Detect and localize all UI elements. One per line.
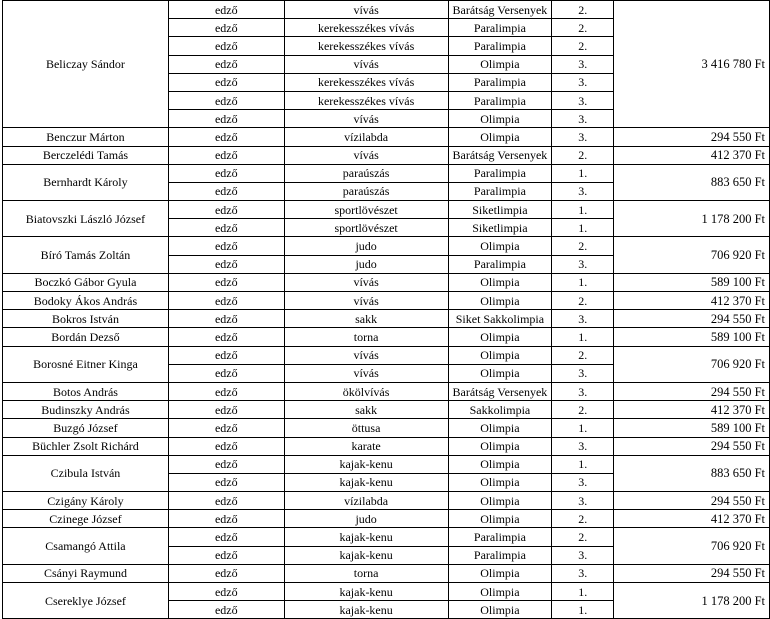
person-name-cell: Bordán Dezső [3, 328, 169, 346]
role-cell: edző [168, 473, 284, 491]
event-cell: Olimpia [448, 437, 552, 455]
amount-cell: 1 178 200 Ft [614, 201, 770, 237]
role-cell: edző [168, 346, 284, 364]
event-cell: Barátság Versenyek [448, 146, 552, 164]
place-cell: 2. [552, 510, 614, 528]
place-cell: 3. [552, 492, 614, 510]
event-cell: Paralimpia [448, 528, 552, 546]
event-cell: Siketlimpia [448, 201, 552, 219]
sport-cell: kerekesszékes vívás [284, 73, 448, 91]
event-cell: Olimpia [448, 55, 552, 73]
role-cell: edző [168, 19, 284, 37]
person-name-cell: Bíró Tamás Zoltán [3, 237, 169, 273]
place-cell: 3. [552, 473, 614, 491]
sport-cell: kajak-kenu [284, 583, 448, 601]
place-cell: 2. [552, 346, 614, 364]
table-row [3, 455, 770, 473]
table-row [3, 237, 770, 255]
sport-cell: vívás [284, 346, 448, 364]
event-cell: Sakkolimpia [448, 401, 552, 419]
role-cell: edző [168, 455, 284, 473]
person-name-cell: Botos András [3, 382, 169, 400]
role-cell: edző [168, 91, 284, 109]
place-cell: 2. [552, 1, 614, 19]
event-cell: Olimpia [448, 128, 552, 146]
role-cell: edző [168, 419, 284, 437]
sport-cell: kajak-kenu [284, 473, 448, 491]
role-cell: edző [168, 37, 284, 55]
role-cell: edző [168, 328, 284, 346]
table-row [3, 401, 770, 419]
event-cell: Paralimpia [448, 546, 552, 564]
role-cell: edző [168, 219, 284, 237]
place-cell: 1. [552, 328, 614, 346]
amount-cell: 412 370 Ft [614, 146, 770, 164]
amount-cell: 294 550 Ft [614, 128, 770, 146]
person-name-cell: Berczelédi Tamás [3, 146, 169, 164]
award-table [2, 0, 770, 619]
event-cell: Barátság Versenyek [448, 1, 552, 19]
sport-cell: judo [284, 510, 448, 528]
event-cell: Paralimpia [448, 37, 552, 55]
event-cell: Siket Sakkolimpia [448, 310, 552, 328]
amount-cell: 412 370 Ft [614, 401, 770, 419]
table-row [3, 528, 770, 546]
table-row [3, 273, 770, 291]
place-cell: 1. [552, 455, 614, 473]
role-cell: edző [168, 528, 284, 546]
place-cell: 3. [552, 364, 614, 382]
place-cell: 2. [552, 401, 614, 419]
sport-cell: sportlövészet [284, 201, 448, 219]
place-cell: 2. [552, 292, 614, 310]
role-cell: edző [168, 292, 284, 310]
table-row [3, 382, 770, 400]
person-name-cell: Csereklye József [3, 583, 169, 619]
role-cell: edző [168, 1, 284, 19]
sport-cell: kajak-kenu [284, 546, 448, 564]
role-cell: edző [168, 182, 284, 200]
amount-cell: 589 100 Ft [614, 419, 770, 437]
event-cell: Barátság Versenyek [448, 382, 552, 400]
person-name-cell: Buzgó József [3, 419, 169, 437]
place-cell: 1. [552, 201, 614, 219]
amount-cell: 294 550 Ft [614, 310, 770, 328]
sport-cell: vívás [284, 55, 448, 73]
amount-cell: 294 550 Ft [614, 492, 770, 510]
sport-cell: kerekesszékes vívás [284, 37, 448, 55]
sport-cell: vívás [284, 146, 448, 164]
sport-cell: kerekesszékes vívás [284, 91, 448, 109]
role-cell: edző [168, 492, 284, 510]
place-cell: 1. [552, 601, 614, 619]
sport-cell: vízilabda [284, 128, 448, 146]
amount-cell: 294 550 Ft [614, 564, 770, 582]
sport-cell: kerekesszékes vívás [284, 19, 448, 37]
role-cell: edző [168, 55, 284, 73]
person-name-cell: Csamangó Attila [3, 528, 169, 564]
event-cell: Olimpia [448, 237, 552, 255]
sport-cell: judo [284, 237, 448, 255]
role-cell: edző [168, 110, 284, 128]
place-cell: 2. [552, 19, 614, 37]
table-body [3, 1, 770, 619]
amount-cell: 883 650 Ft [614, 164, 770, 200]
place-cell: 1. [552, 273, 614, 291]
place-cell: 3. [552, 128, 614, 146]
table-row [3, 164, 770, 182]
sport-cell: vívás [284, 364, 448, 382]
sport-cell: kajak-kenu [284, 528, 448, 546]
person-name-cell: Czinege József [3, 510, 169, 528]
amount-cell: 412 370 Ft [614, 510, 770, 528]
role-cell: edző [168, 364, 284, 382]
event-cell: Olimpia [448, 364, 552, 382]
table-row [3, 310, 770, 328]
table-row [3, 201, 770, 219]
place-cell: 1. [552, 583, 614, 601]
role-cell: edző [168, 255, 284, 273]
table-row [3, 492, 770, 510]
sport-cell: vívás [284, 273, 448, 291]
table-row [3, 1, 770, 19]
place-cell: 3. [552, 110, 614, 128]
event-cell: Paralimpia [448, 182, 552, 200]
sport-cell: sportlövészet [284, 219, 448, 237]
event-cell: Paralimpia [448, 73, 552, 91]
event-cell: Olimpia [448, 455, 552, 473]
place-cell: 3. [552, 437, 614, 455]
event-cell: Olimpia [448, 110, 552, 128]
sport-cell: ökölvívás [284, 382, 448, 400]
role-cell: edző [168, 564, 284, 582]
place-cell: 3. [552, 255, 614, 273]
sport-cell: paraúszás [284, 182, 448, 200]
table-row [3, 510, 770, 528]
amount-cell: 294 550 Ft [614, 382, 770, 400]
sport-cell: karate [284, 437, 448, 455]
person-name-cell: Bodoky Ákos András [3, 292, 169, 310]
sport-cell: sakk [284, 310, 448, 328]
person-name-cell: Borosné Eitner Kinga [3, 346, 169, 382]
person-name-cell: Budinszky András [3, 401, 169, 419]
sport-cell: vívás [284, 1, 448, 19]
event-cell: Olimpia [448, 492, 552, 510]
sport-cell: sakk [284, 401, 448, 419]
role-cell: edző [168, 73, 284, 91]
person-name-cell: Benczur Márton [3, 128, 169, 146]
role-cell: edző [168, 310, 284, 328]
person-name-cell: Beliczay Sándor [3, 1, 169, 128]
event-cell: Paralimpia [448, 255, 552, 273]
event-cell: Siketlimpia [448, 219, 552, 237]
event-cell: Olimpia [448, 328, 552, 346]
person-name-cell: Czigány Károly [3, 492, 169, 510]
person-name-cell: Csányi Raymund [3, 564, 169, 582]
table-row [3, 292, 770, 310]
place-cell: 3. [552, 382, 614, 400]
table-row [3, 564, 770, 582]
event-cell: Olimpia [448, 510, 552, 528]
role-cell: edző [168, 382, 284, 400]
person-name-cell: Bokros István [3, 310, 169, 328]
table-row [3, 346, 770, 364]
role-cell: edző [168, 201, 284, 219]
amount-cell: 294 550 Ft [614, 437, 770, 455]
role-cell: edző [168, 273, 284, 291]
table-row [3, 583, 770, 601]
event-cell: Olimpia [448, 292, 552, 310]
person-name-cell: Büchler Zsolt Richárd [3, 437, 169, 455]
amount-cell: 589 100 Ft [614, 328, 770, 346]
place-cell: 1. [552, 164, 614, 182]
role-cell: edző [168, 601, 284, 619]
role-cell: edző [168, 510, 284, 528]
event-cell: Paralimpia [448, 91, 552, 109]
place-cell: 2. [552, 146, 614, 164]
amount-cell: 706 920 Ft [614, 528, 770, 564]
role-cell: edző [168, 583, 284, 601]
sport-cell: paraúszás [284, 164, 448, 182]
place-cell: 1. [552, 419, 614, 437]
table-row [3, 328, 770, 346]
role-cell: edző [168, 128, 284, 146]
event-cell: Olimpia [448, 583, 552, 601]
role-cell: edző [168, 546, 284, 564]
table-row [3, 419, 770, 437]
table-row [3, 146, 770, 164]
place-cell: 3. [552, 55, 614, 73]
amount-cell: 1 178 200 Ft [614, 583, 770, 619]
amount-cell: 3 416 780 Ft [614, 1, 770, 128]
place-cell: 1. [552, 219, 614, 237]
sport-cell: vívás [284, 292, 448, 310]
person-name-cell: Bernhardt Károly [3, 164, 169, 200]
event-cell: Olimpia [448, 419, 552, 437]
event-cell: Paralimpia [448, 164, 552, 182]
place-cell: 3. [552, 564, 614, 582]
person-name-cell: Boczkó Gábor Gyula [3, 273, 169, 291]
event-cell: Olimpia [448, 564, 552, 582]
place-cell: 2. [552, 237, 614, 255]
role-cell: edző [168, 237, 284, 255]
place-cell: 3. [552, 546, 614, 564]
table-row [3, 128, 770, 146]
sport-cell: kajak-kenu [284, 455, 448, 473]
role-cell: edző [168, 401, 284, 419]
role-cell: edző [168, 146, 284, 164]
sport-cell: vívás [284, 110, 448, 128]
sport-cell: torna [284, 328, 448, 346]
amount-cell: 883 650 Ft [614, 455, 770, 491]
place-cell: 3. [552, 73, 614, 91]
person-name-cell: Czibula István [3, 455, 169, 491]
role-cell: edző [168, 164, 284, 182]
event-cell: Olimpia [448, 346, 552, 364]
place-cell: 2. [552, 37, 614, 55]
sport-cell: judo [284, 255, 448, 273]
place-cell: 3. [552, 310, 614, 328]
event-cell: Olimpia [448, 473, 552, 491]
place-cell: 2. [552, 528, 614, 546]
sport-cell: kajak-kenu [284, 601, 448, 619]
amount-cell: 589 100 Ft [614, 273, 770, 291]
person-name-cell: Biatovszki László József [3, 201, 169, 237]
document-page [2, 0, 770, 619]
amount-cell: 412 370 Ft [614, 292, 770, 310]
sport-cell: vízilabda [284, 492, 448, 510]
event-cell: Olimpia [448, 601, 552, 619]
sport-cell: torna [284, 564, 448, 582]
table-row [3, 437, 770, 455]
place-cell: 3. [552, 91, 614, 109]
event-cell: Olimpia [448, 273, 552, 291]
amount-cell: 706 920 Ft [614, 346, 770, 382]
role-cell: edző [168, 437, 284, 455]
place-cell: 3. [552, 182, 614, 200]
amount-cell: 706 920 Ft [614, 237, 770, 273]
sport-cell: öttusa [284, 419, 448, 437]
event-cell: Paralimpia [448, 19, 552, 37]
